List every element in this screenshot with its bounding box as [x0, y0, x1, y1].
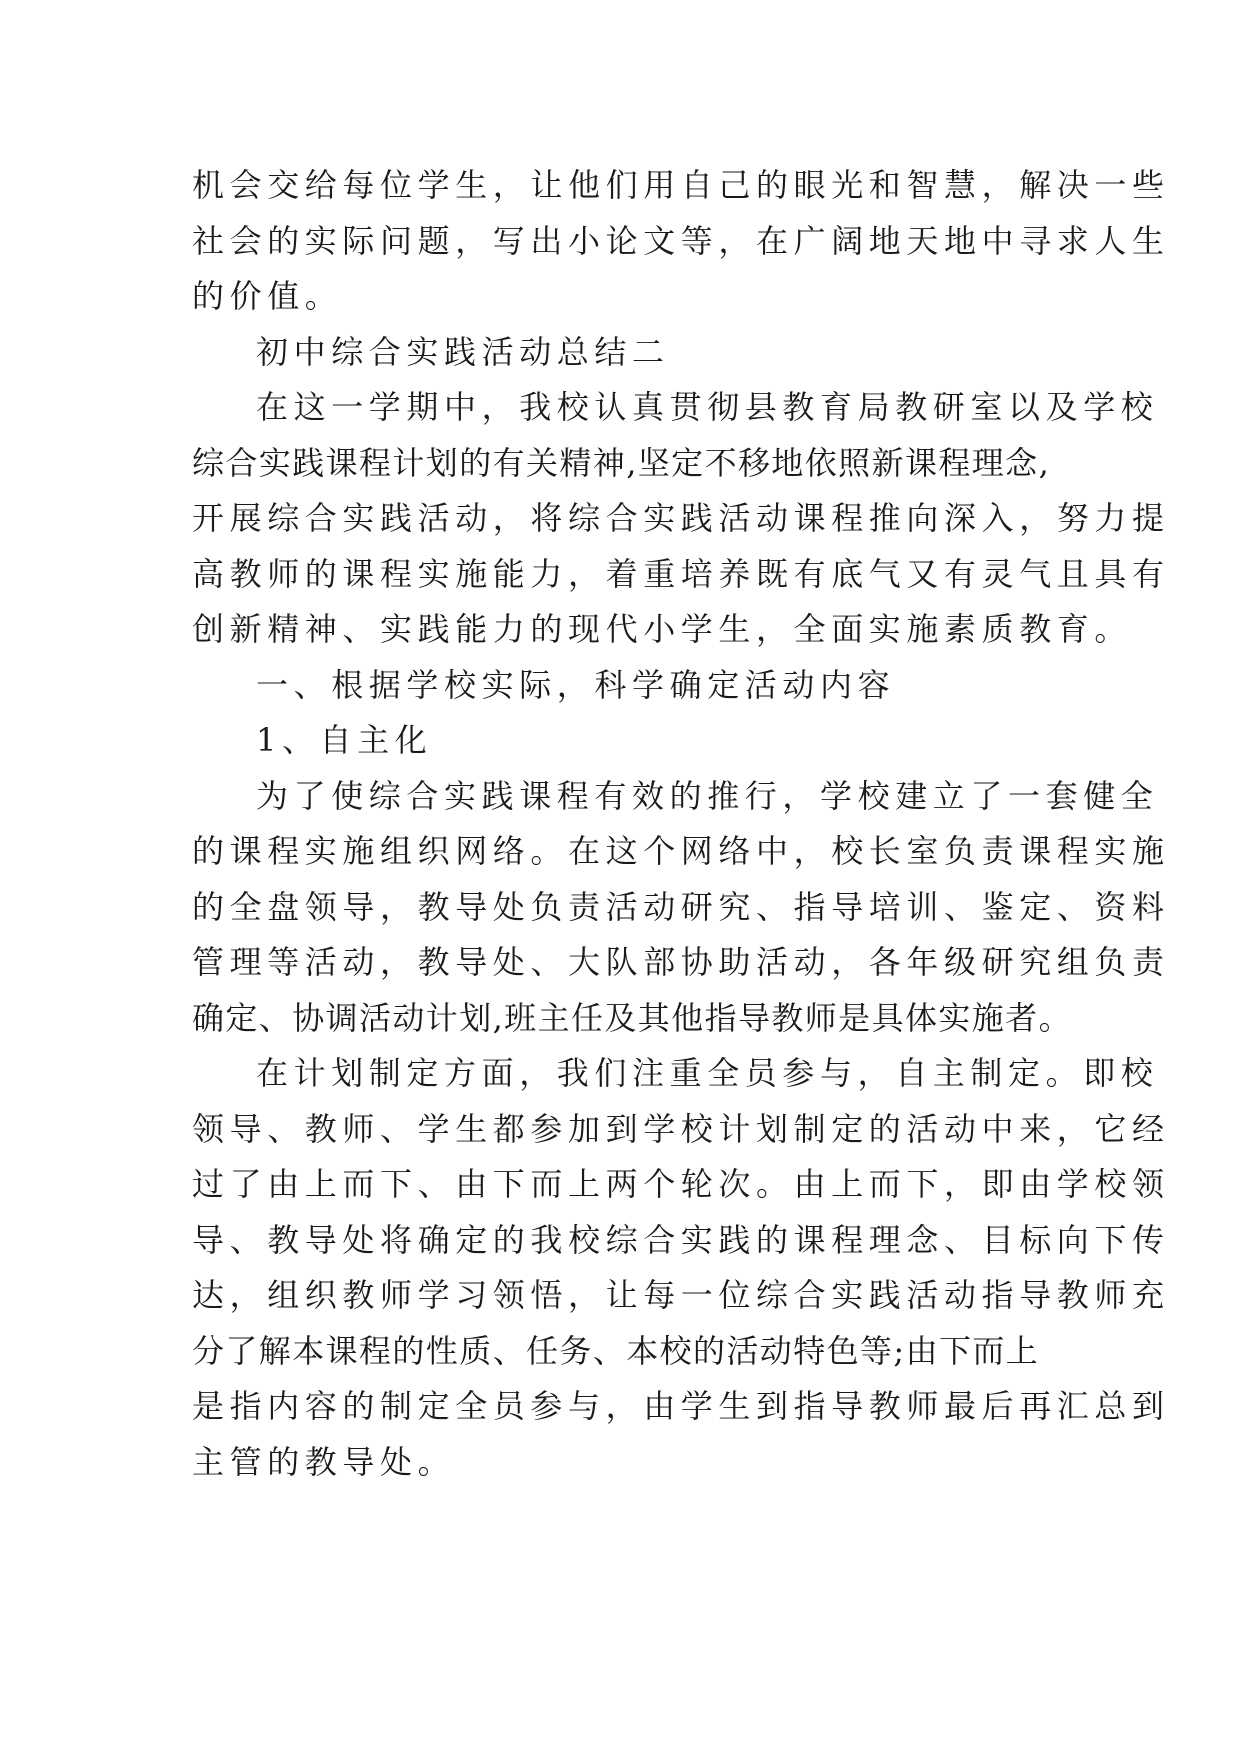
text-line: 为了使综合实践课程有效的推行，学校建立了一套健全 [256, 776, 1159, 815]
section-title: 初中综合实践活动总结二 [256, 332, 670, 371]
text-line: 是指内容的制定全员参与，由学生到指导教师最后再汇总到 [192, 1387, 1170, 1425]
heading-level-2: 1、自主化 [256, 721, 433, 759]
text-line: 过了由上而下、由下而上两个轮次。由上而下，即由学校领 [192, 1165, 1170, 1203]
body-text [192, 158, 1170, 1490]
text-line: 在计划制定方面，我们注重全员参与，自主制定。即校 [256, 1054, 1159, 1092]
text-line: 达，组织教师学习领悟，让每一位综合实践活动指导教师充 [192, 1276, 1170, 1314]
text-line: 在这一学期中，我校认真贯彻县教育局教研室以及学校 [256, 388, 1159, 426]
text-line: 主管的教导处。 [192, 1442, 456, 1481]
text-line: 领导、教师、学生都参加到学校计划制定的活动中来，它经 [192, 1109, 1170, 1148]
text-line: 综合实践课程计划的有关精神,坚定不移地依照新课程理念, [192, 443, 1051, 482]
text-line: 高教师的课程实施能力，着重培养既有底气又有灵气且具有 [192, 554, 1170, 593]
text-line: 确定、协调活动计划,班主任及其他指导教师是具体实施者。 [192, 998, 1072, 1037]
text-line: 管理等活动，教导处、大队部协助活动，各年级研究组负责 [192, 943, 1170, 981]
text-line: 创新精神、实践能力的现代小学生，全面实施素质教育。 [192, 610, 1133, 648]
heading-level-1: 一、根据学校实际，科学确定活动内容 [256, 665, 896, 704]
text-line: 的课程实施组织网络。在这个网络中，校长室负责课程实施 [192, 832, 1170, 870]
text-line: 机会交给每位学生，让他们用自己的眼光和智慧，解决一些 [192, 166, 1170, 204]
text-line: 社会的实际问题，写出小论文等，在广阔地天地中寻求人生 [192, 221, 1170, 260]
text-line: 开展综合实践活动，将综合实践活动课程推向深入，努力提 [192, 499, 1170, 537]
text-line: 的全盘领导，教导处负责活动研究、指导培训、鉴定、资料 [192, 887, 1170, 926]
text-line: 分了解本课程的性质、任务、本校的活动特色等;由下而上 [192, 1331, 1040, 1370]
text-line: 导、教导处将确定的我校综合实践的课程理念、目标向下传 [192, 1220, 1170, 1259]
text-line: 的价值。 [192, 277, 343, 315]
